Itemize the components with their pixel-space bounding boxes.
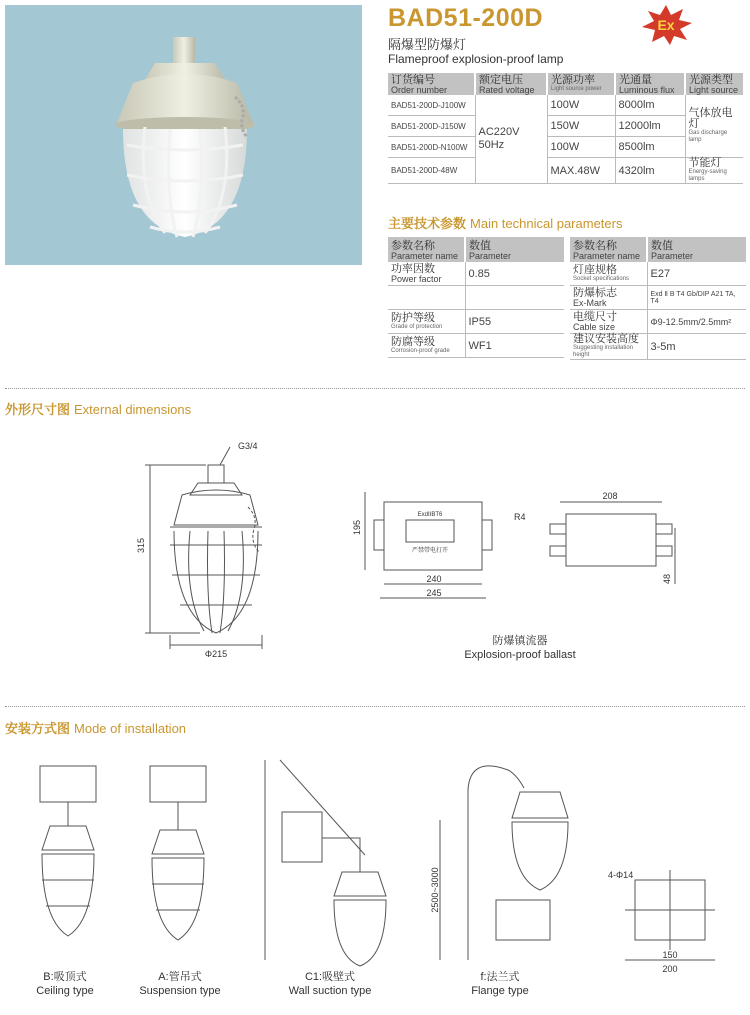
- table-row: [570, 286, 746, 310]
- tech-title-cn: 主要技术参数: [388, 216, 467, 231]
- lamp-photo-illustration: [5, 5, 362, 265]
- flange-d200-label: 200: [662, 964, 678, 974]
- param-value: Φ9-12.5mm/2.5mm²: [647, 310, 746, 334]
- order-table: [388, 73, 743, 184]
- caption-cn: B:吸顶式: [43, 971, 87, 983]
- col-val-cn: 数值: [651, 239, 673, 252]
- caption-cn: A:管吊式: [158, 971, 202, 983]
- install-caption-flange: [450, 970, 550, 998]
- product-name-cn: 隔爆型防爆灯: [388, 37, 467, 52]
- param-value: Exd Ⅱ B T4 Gb/DIP A21 TA, T4: [647, 286, 746, 310]
- tech-table-left: [388, 237, 564, 358]
- header-cn: 订货编号: [391, 74, 435, 86]
- header-en: Light source: [689, 85, 739, 95]
- table-row: [388, 262, 564, 286]
- ballast-warning: 严禁带电打开: [411, 548, 449, 554]
- product-model: BAD51-200D: [388, 4, 544, 32]
- voltage-line2: 50Hz: [478, 139, 505, 151]
- product-photo: [5, 5, 362, 265]
- table-row: [570, 310, 746, 334]
- caption-en: Wall suction type: [288, 985, 372, 997]
- flux: 12000lm: [615, 116, 685, 137]
- table-row: [388, 310, 564, 334]
- energy-lamp-en: Energy-saving lamps: [688, 169, 727, 182]
- ballast-width2-label: 245: [426, 588, 442, 598]
- param-cn: 防腐等级: [391, 335, 435, 348]
- param-value: 3-5m: [647, 334, 746, 360]
- param-cn: 防护等级: [391, 311, 435, 324]
- energy-lamp-cn: 节能灯: [688, 157, 722, 169]
- param-en: Socket specifications: [573, 275, 630, 282]
- order-number: BAD51-200D-N100W: [388, 137, 475, 158]
- wall-type-drawing: [265, 760, 386, 966]
- ballast-caption: [440, 634, 600, 662]
- caption-en: Ceiling type: [36, 985, 94, 997]
- order-number: BAD51-200D-48W: [388, 158, 475, 184]
- header-cn: 光源功率: [551, 74, 595, 86]
- param-cn: 灯座规格: [573, 263, 617, 276]
- caption-cn: C1:吸壁式: [304, 971, 356, 983]
- col-val-en: Parameter: [469, 250, 512, 261]
- ballast-top-width-label: 208: [602, 491, 618, 501]
- power: 150W: [547, 116, 615, 137]
- col-name-en: Parameter name: [391, 250, 459, 261]
- col-name-en: Parameter name: [573, 250, 641, 261]
- lamp-dimension-drawing: [130, 435, 280, 660]
- header-en: Light source power: [551, 86, 602, 92]
- tech-table-right: [570, 237, 746, 360]
- param-value: 0.85: [465, 262, 564, 286]
- gas-lamp-en: Gas discharge lamp: [688, 130, 728, 143]
- flange-d150-label: 150: [662, 950, 678, 960]
- product-name-en: Flameproof explosion-proof lamp: [388, 52, 564, 66]
- gas-lamp-cn: 气体放电灯: [688, 107, 733, 130]
- order-number: BAD51-200D-J100W: [388, 95, 475, 116]
- suspension-type-drawing: [150, 766, 206, 940]
- install-caption-wall: [270, 970, 390, 998]
- ballast-radius-label: R4: [514, 512, 526, 522]
- header-cn: 光源类型: [689, 74, 733, 86]
- order-number: BAD51-200D-J150W: [388, 116, 475, 137]
- caption-en: Suspension type: [139, 985, 221, 997]
- param-en: Suggesting installation height: [573, 345, 634, 358]
- caption-cn: f:法兰式: [480, 971, 520, 983]
- tech-section-title: [388, 213, 622, 232]
- header-cn: 额定电压: [479, 74, 523, 86]
- power: 100W: [547, 137, 615, 158]
- divider: [5, 706, 745, 707]
- flange-plate-drawing: [625, 870, 715, 960]
- dimensions-title-cn: 外形尺寸图: [5, 402, 71, 417]
- dimensions-title-en: External dimensions: [74, 402, 192, 417]
- ballast-height-label: 195: [352, 519, 362, 535]
- flange-type-drawing: [440, 766, 568, 960]
- header-en: Rated voltage: [479, 85, 535, 95]
- lamp-diameter-label: Φ215: [204, 649, 228, 659]
- flux: 4320lm: [615, 158, 685, 184]
- ballast-depth-label: 48: [662, 573, 672, 584]
- thread-label: G3/4: [238, 441, 258, 451]
- divider: [5, 388, 745, 389]
- flux: 8500lm: [615, 137, 685, 158]
- flange-holes-label: 4-Φ14: [608, 870, 634, 880]
- ex-badge-icon: [640, 5, 692, 45]
- power: MAX.48W: [547, 158, 615, 184]
- param-cn: 建议安装高度: [573, 333, 639, 345]
- col-name-cn: 参数名称: [573, 239, 617, 252]
- table-row: [388, 286, 564, 310]
- ballast-plate-label: ExdIIBT6: [417, 512, 443, 518]
- header-cn: 光通量: [619, 74, 652, 86]
- dimensions-title: [5, 399, 191, 418]
- ballast-caption-cn: 防爆镇流器: [492, 635, 548, 647]
- param-cn: 电缆尺寸: [573, 310, 617, 323]
- header-en: Order number: [391, 85, 448, 95]
- lamp-height-label: 315: [136, 537, 146, 553]
- param-en: Corrosion-proof grade: [391, 347, 450, 354]
- ballast-width1-label: 240: [426, 574, 442, 584]
- table-row: [388, 158, 743, 184]
- caption-en: Flange type: [471, 985, 529, 997]
- header-en: Luminous flux: [619, 85, 675, 95]
- param-en: Ex-Mark: [573, 297, 607, 308]
- tech-title-en: Main technical parameters: [470, 216, 623, 231]
- col-name-cn: 参数名称: [391, 239, 435, 252]
- param-value: [465, 286, 564, 310]
- param-en: Grade of protection: [391, 323, 443, 330]
- table-row: [388, 95, 743, 116]
- ballast-caption-en: Explosion-proof ballast: [464, 649, 576, 661]
- voltage-line1: AC220V: [478, 126, 520, 138]
- param-value: WF1: [465, 334, 564, 358]
- table-row: [570, 334, 746, 360]
- ballast-front-drawing: [350, 480, 500, 605]
- param-cn: 防爆标志: [573, 286, 617, 299]
- install-caption-ceiling: [20, 970, 110, 998]
- badge-text: Ex: [657, 17, 675, 33]
- flux: 8000lm: [615, 95, 685, 116]
- param-value: IP55: [465, 310, 564, 334]
- pole-range-label: 2500~3000: [430, 867, 440, 913]
- install-caption-suspension: [125, 970, 235, 998]
- installation-drawings: [20, 760, 720, 974]
- col-val-cn: 数值: [469, 239, 491, 252]
- param-value: E27: [647, 262, 746, 286]
- table-row: [570, 262, 746, 286]
- ceiling-type-drawing: [40, 766, 96, 936]
- power: 100W: [547, 95, 615, 116]
- param-cn: 功率因数: [391, 262, 435, 275]
- installation-title-cn: 安装方式图: [5, 721, 71, 736]
- param-en: Power factor: [391, 273, 442, 284]
- installation-title: [5, 718, 186, 737]
- order-table-header: [388, 73, 743, 95]
- installation-title-en: Mode of installation: [74, 721, 187, 736]
- param-en: Cable size: [573, 321, 616, 332]
- col-val-en: Parameter: [651, 250, 694, 261]
- table-row: [388, 334, 564, 358]
- ballast-side-drawing: [510, 488, 680, 588]
